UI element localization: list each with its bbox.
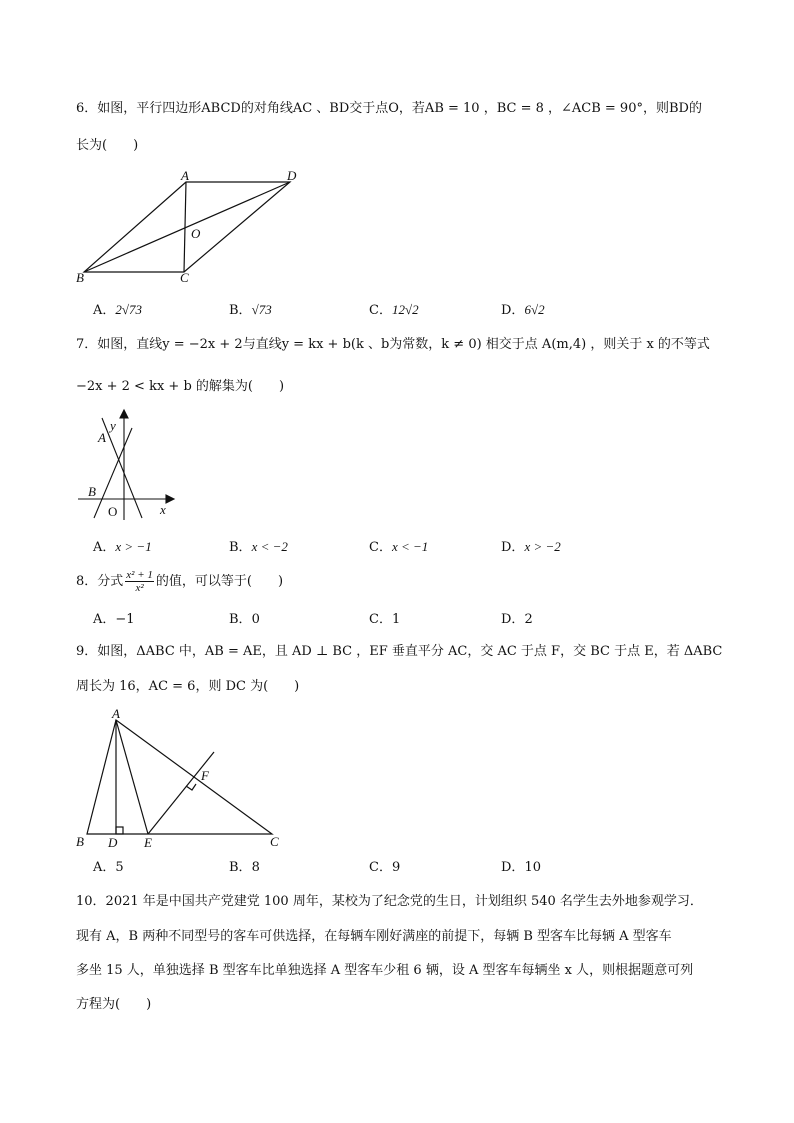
q6-label-c: C	[180, 270, 189, 285]
q9-option-b[interactable]: B．8	[229, 860, 260, 875]
q7-x-axis-arrow	[166, 495, 174, 503]
q6-stem-line2: 长为( )	[76, 138, 139, 153]
q9-label-c: C	[270, 834, 279, 849]
q7-label-a: A	[98, 430, 106, 445]
q9-triangle-abc	[87, 720, 272, 834]
q10-stem-line4: 方程为( )	[76, 997, 152, 1012]
q9-option-a[interactable]: A．5	[93, 860, 124, 875]
q6-label-o: O	[191, 226, 201, 241]
q6-label-b: B	[76, 270, 84, 285]
q7-label-b: B	[88, 484, 96, 499]
q9-right-angle-d	[116, 827, 123, 834]
q7-option-d[interactable]: D．x > −2	[501, 539, 561, 555]
q8-option-c[interactable]: C．1	[369, 612, 401, 627]
q9-label-e: E	[144, 835, 152, 850]
q8-stem: 8．分式 $\frac{\text{x² + 1}}{\text{x²}}$ 的值，可以等于( )	[76, 569, 284, 594]
q6-parallelogram-figure	[72, 168, 312, 285]
q7-option-a[interactable]: A．x > −1	[93, 539, 152, 555]
q9-triangle-figure	[74, 706, 286, 852]
q8-fraction: $\frac{\text{x² + 1}}{\text{x²}}$	[126, 569, 153, 594]
q6-label-d: D	[287, 168, 297, 183]
q9-option-d[interactable]: D．10	[501, 860, 541, 875]
q10-stem-line2: 现有 A，B 两种不同型号的客车可供选择，在每辆车刚好满座的前提下，每辆 B 型客车比每辆 A 型客车	[76, 929, 672, 944]
q7-option-b[interactable]: B．x < −2	[229, 539, 288, 555]
q6-diagonal-bd	[84, 182, 290, 272]
q8-option-a[interactable]: A．−1	[93, 612, 135, 627]
q6-option-b[interactable]: B．√73	[229, 302, 272, 318]
q6-option-d[interactable]: D．6√2	[501, 302, 545, 318]
q9-option-c[interactable]: C．9	[369, 860, 401, 875]
q10-stem-line3: 多坐 15 人，单独选择 B 型客车比单独选择 A 型客车少租 6 辆，设 A 型客车每辆坐 x 人，则根据题意可列	[76, 963, 694, 978]
q9-label-f: F	[201, 768, 209, 783]
q7-option-c[interactable]: C．x < −1	[369, 539, 429, 555]
q7-y-axis-arrow	[120, 410, 128, 418]
q6-option-a[interactable]: A．2√73	[93, 302, 143, 318]
q9-bisector-ef	[148, 752, 214, 834]
q10-stem-line1: 10．2021 年是中国共产党建党 100 周年，某校为了纪念党的生日，计划组织 540 名学生去外地参观学习．	[76, 894, 703, 909]
q6-stem-line1: 6．如图，平行四边形ABCD的对角线AC 、BD交于点O，若AB = 10 ，BC = 8 ，∠ACB = 90°，则BD的	[76, 101, 702, 116]
q7-stem-line1: 7．如图，直线y = −2x + 2与直线y = kx + b(k 、b为常数，k ≠ 0) 相交于点 A(m,4) ，则关于 x 的不等式	[76, 337, 710, 352]
q7-graph-figure	[76, 408, 186, 523]
q7-stem-line2: −2x + 2 < kx + b 的解集为( )	[76, 379, 285, 394]
q9-stem-line1: 9．如图，ΔABC 中，AB = AE，且 AD ⊥ BC ，EF 垂直平分 AC，交 AC 于点 F，交 BC 于点 E，若 ΔABC	[76, 644, 723, 659]
q9-label-d: D	[108, 835, 118, 850]
q8-option-d[interactable]: D．2	[501, 612, 533, 627]
q9-segment-ae	[116, 720, 148, 834]
q6-option-c[interactable]: C．12√2	[369, 302, 419, 318]
q6-label-a: A	[181, 168, 189, 183]
q8-option-b[interactable]: B．0	[229, 612, 260, 627]
q7-label-x: x	[160, 502, 166, 517]
q7-line-decreasing	[102, 418, 142, 518]
q7-label-o: O	[108, 504, 118, 519]
q7-label-y: y	[110, 418, 116, 433]
q9-stem-line2: 周长为 16，AC = 6，则 DC 为( )	[76, 679, 300, 694]
q9-label-b: B	[76, 834, 84, 849]
q9-label-a: A	[112, 706, 120, 721]
